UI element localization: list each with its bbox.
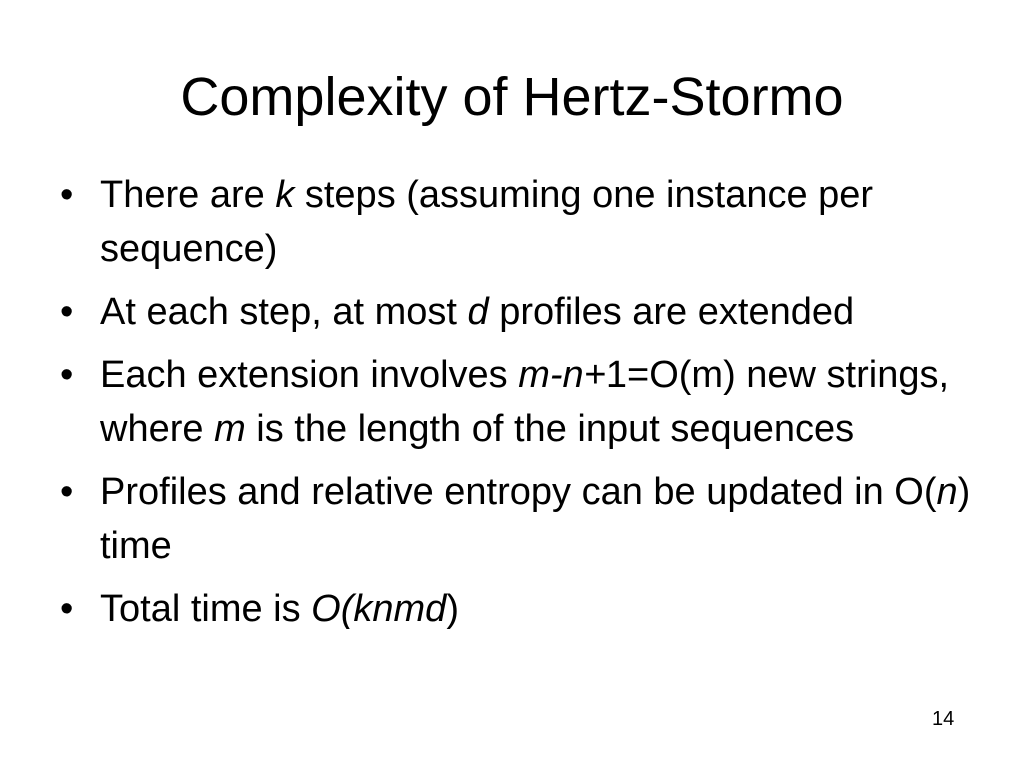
bullet-item (60, 348, 980, 456)
bullet-list (60, 168, 980, 645)
bullet-text: Each extension involves (100, 354, 519, 396)
bullet-text: ) time (100, 471, 971, 567)
bullet-item (60, 285, 980, 339)
bullet-text-italic: m (214, 408, 246, 450)
bullet-marker: • (60, 291, 74, 333)
bullet-marker: • (60, 471, 74, 513)
bullet-text-italic: n (936, 471, 958, 513)
bullet-text: ) (446, 588, 459, 630)
bullet-text: Profiles and relative entropy can be updated in O( (100, 471, 937, 513)
bullet-marker: • (60, 354, 74, 396)
slide-title: Complexity of Hertz-Stormo (180, 67, 844, 127)
page-number: 14 (932, 708, 955, 730)
bullet-text: steps (assuming one instance per sequence) (100, 174, 874, 270)
bullet-text-italic: d (467, 291, 489, 333)
bullet-text: profiles are extended (488, 291, 855, 333)
bullet-item (60, 582, 980, 636)
bullet-text-italic: k (275, 174, 295, 216)
bullet-text: 1=O(m) new strings, where (100, 354, 950, 450)
bullet-text: At each step, at most (100, 291, 468, 333)
bullet-marker: • (60, 588, 74, 630)
bullet-marker: • (60, 174, 74, 216)
bullet-item (60, 465, 980, 573)
bullet-text: is the length of the input sequences (245, 408, 855, 450)
bullet-text: Total time is (100, 588, 312, 630)
bullet-text-italic: m-n+ (518, 354, 606, 396)
bullet-item (60, 168, 980, 276)
bullet-text: There are (100, 174, 276, 216)
bullet-text-italic: O(knmd (311, 588, 447, 630)
